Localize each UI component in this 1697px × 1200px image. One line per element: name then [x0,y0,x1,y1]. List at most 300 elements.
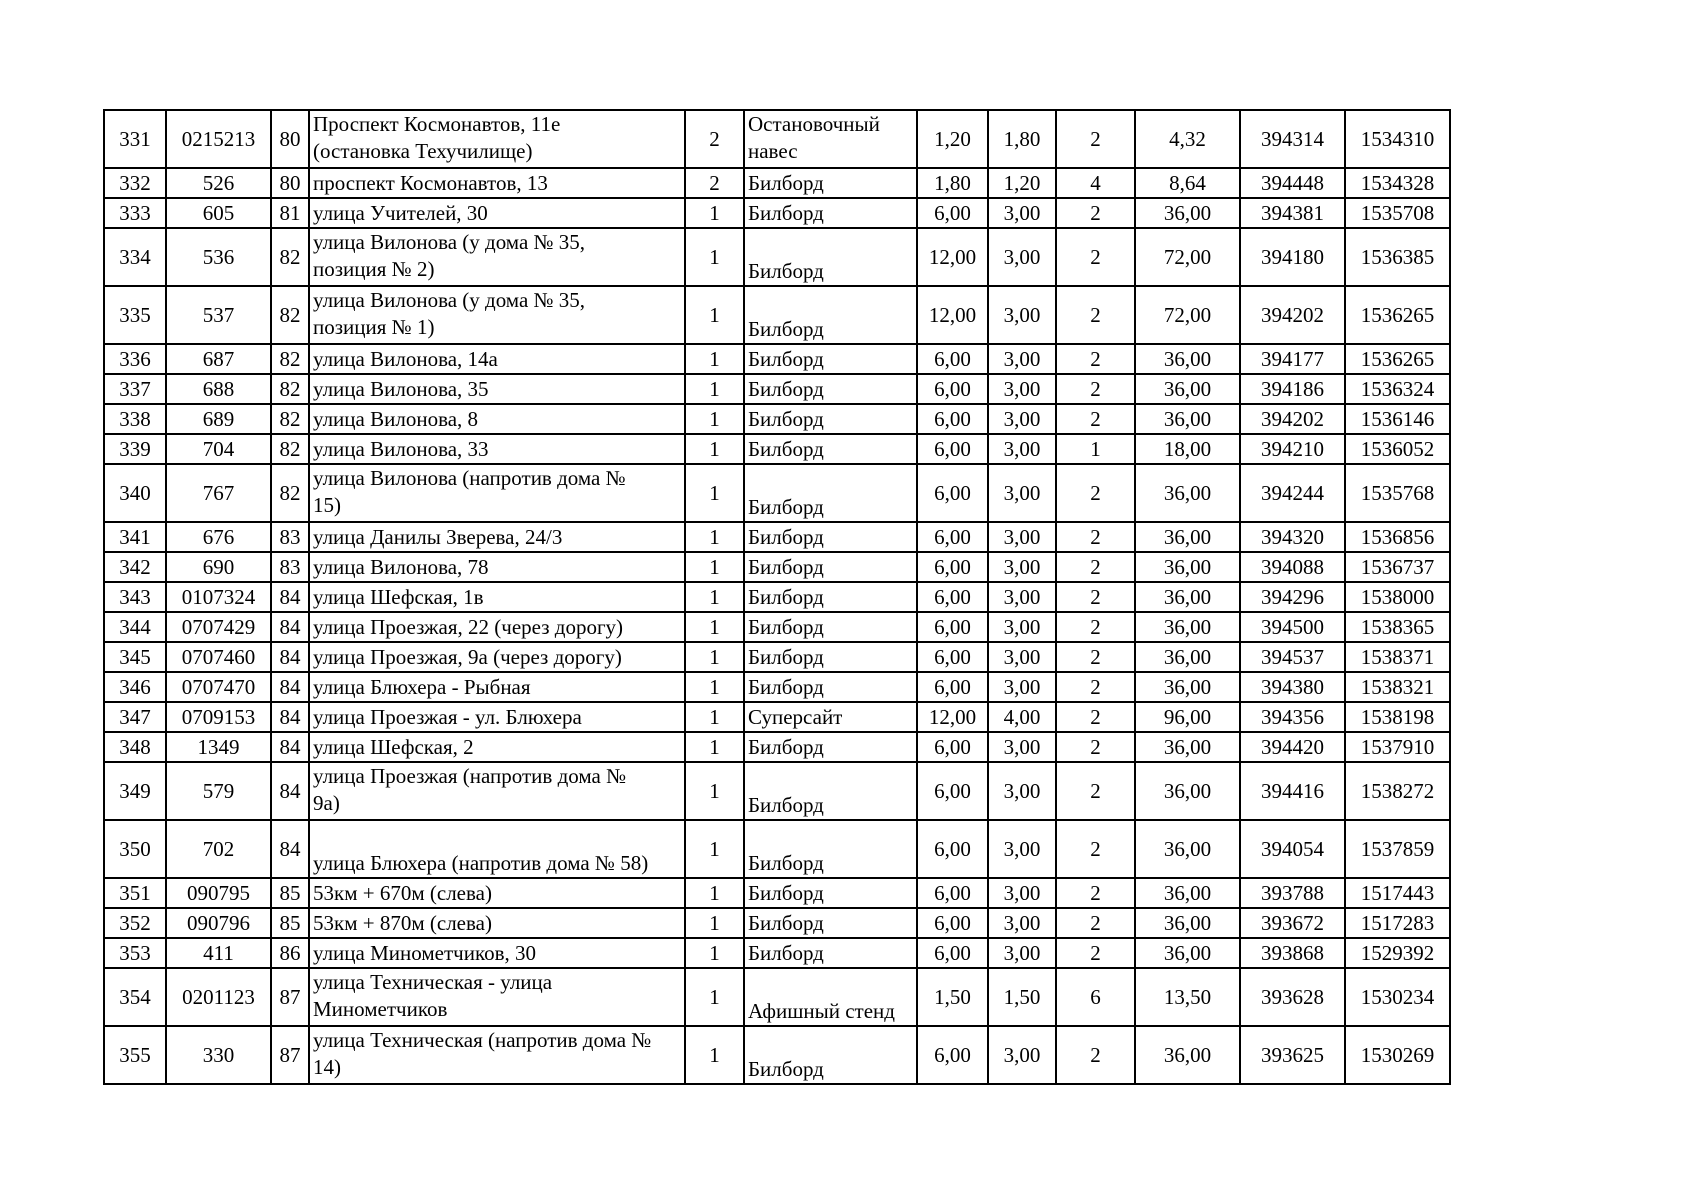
count-cell: 1 [685,878,744,908]
address-cell-line: Проспект Космонавтов, 11е [313,112,561,136]
table-row [104,908,1450,938]
code-cell: 605 [166,198,271,228]
zone-cell: 83 [271,522,309,552]
area-cell: 36,00 [1135,374,1240,404]
row-number-cell: 332 [104,168,166,198]
count-cell: 1 [685,374,744,404]
table-row [104,612,1450,642]
width-cell: 6,00 [917,344,988,374]
coord-x-cell: 393868 [1240,938,1345,968]
count-cell: 2 [685,110,744,168]
height-cell: 3,00 [988,820,1056,878]
row-number-cell: 342 [104,552,166,582]
width-cell: 12,00 [917,286,988,344]
table-row [104,582,1450,612]
height-cell: 3,00 [988,464,1056,522]
area-cell: 8,64 [1135,168,1240,198]
table-row [104,968,1450,1026]
table-row [104,404,1450,434]
area-cell: 36,00 [1135,762,1240,820]
row-number-cell: 354 [104,968,166,1026]
type-cell [744,228,917,286]
address-cell-line: 9а) [313,791,340,815]
type-cell [744,286,917,344]
type-cell [744,1026,917,1084]
height-cell: 1,80 [988,110,1056,168]
coord-x-cell: 393672 [1240,908,1345,938]
row-number-cell: 339 [104,434,166,464]
code-cell: 330 [166,1026,271,1084]
coord-y-cell: 1536265 [1345,344,1450,374]
address-cell-line: Минометчиков [313,997,448,1021]
address-cell [309,110,685,168]
coord-x-cell: 394054 [1240,820,1345,878]
type-cell-line: Билборд [748,910,824,935]
sides-cell: 1 [1056,434,1135,464]
area-cell: 13,50 [1135,968,1240,1026]
address-cell [309,878,685,908]
sides-cell: 2 [1056,374,1135,404]
zone-cell: 87 [271,1026,309,1084]
area-cell: 36,00 [1135,642,1240,672]
row-number-cell: 346 [104,672,166,702]
row-number-cell: 345 [104,642,166,672]
address-cell-line: улица Учителей, 30 [313,200,488,225]
area-cell: 36,00 [1135,344,1240,374]
height-cell: 3,00 [988,228,1056,286]
coord-x-cell: 394296 [1240,582,1345,612]
type-cell [744,582,917,612]
sides-cell: 2 [1056,552,1135,582]
sides-cell: 2 [1056,228,1135,286]
table-row [104,552,1450,582]
sides-cell: 2 [1056,642,1135,672]
row-number-cell: 335 [104,286,166,344]
type-cell-line: навес [748,139,798,163]
count-cell: 1 [685,198,744,228]
width-cell: 1,80 [917,168,988,198]
height-cell: 3,00 [988,1026,1056,1084]
zone-cell: 82 [271,404,309,434]
coord-x-cell: 394356 [1240,702,1345,732]
coord-y-cell: 1536856 [1345,522,1450,552]
count-cell: 1 [685,908,744,938]
zone-cell: 83 [271,552,309,582]
coord-y-cell: 1538321 [1345,672,1450,702]
coord-x-cell: 394177 [1240,344,1345,374]
count-cell: 1 [685,464,744,522]
address-cell-line: улица Вилонова (у дома № 35, [313,288,586,312]
code-cell: 0707429 [166,612,271,642]
zone-cell: 86 [271,938,309,968]
address-cell-line: 14) [313,1055,341,1079]
type-cell [744,702,917,732]
address-cell-line: (остановка Техучилище) [313,139,533,163]
table-row [104,732,1450,762]
row-number-cell: 337 [104,374,166,404]
sides-cell: 2 [1056,404,1135,434]
zone-cell: 84 [271,732,309,762]
coord-x-cell: 394210 [1240,434,1345,464]
area-cell: 4,32 [1135,110,1240,168]
coord-x-cell: 394380 [1240,672,1345,702]
height-cell: 3,00 [988,522,1056,552]
table-row [104,672,1450,702]
address-cell [309,286,685,344]
table-row [104,374,1450,404]
type-cell-line: Билборд [748,346,824,371]
type-cell [744,434,917,464]
code-cell: 090795 [166,878,271,908]
address-cell-line: улица Проезжая - ул. Блюхера [313,704,582,729]
address-cell [309,762,685,820]
width-cell: 6,00 [917,612,988,642]
sides-cell: 2 [1056,110,1135,168]
row-number-cell: 336 [104,344,166,374]
width-cell: 6,00 [917,198,988,228]
sides-cell: 4 [1056,168,1135,198]
type-cell [744,642,917,672]
sides-cell: 2 [1056,286,1135,344]
height-cell: 3,00 [988,672,1056,702]
address-cell [309,820,685,878]
type-cell [744,612,917,642]
code-cell: 0707460 [166,642,271,672]
address-cell [309,464,685,522]
coord-y-cell: 1536052 [1345,434,1450,464]
address-cell-line: улица Вилонова (напротив дома № [313,466,626,490]
table-row [104,522,1450,552]
table-row [104,1026,1450,1084]
height-cell: 3,00 [988,908,1056,938]
area-cell: 36,00 [1135,732,1240,762]
area-cell: 36,00 [1135,672,1240,702]
type-cell [744,404,917,434]
address-cell [309,1026,685,1084]
zone-cell: 82 [271,228,309,286]
address-cell-line: проспект Космонавтов, 13 [313,170,548,195]
area-cell: 18,00 [1135,434,1240,464]
address-cell [309,434,685,464]
row-number-cell: 333 [104,198,166,228]
row-number-cell: 338 [104,404,166,434]
address-cell [309,374,685,404]
table-row [104,820,1450,878]
type-cell [744,168,917,198]
address-cell [309,672,685,702]
type-cell-line: Билборд [748,734,824,759]
area-cell: 36,00 [1135,908,1240,938]
code-cell: 767 [166,464,271,522]
height-cell: 3,00 [988,732,1056,762]
coord-y-cell: 1537859 [1345,820,1450,878]
height-cell: 3,00 [988,198,1056,228]
address-cell [309,968,685,1026]
table-row [104,878,1450,908]
code-cell: 0107324 [166,582,271,612]
sides-cell: 2 [1056,464,1135,522]
type-cell [744,938,917,968]
count-cell: 1 [685,286,744,344]
zone-cell: 84 [271,612,309,642]
code-cell: 0201123 [166,968,271,1026]
address-cell-line: улица Техническая (напротив дома № [313,1028,652,1052]
coord-y-cell: 1536146 [1345,404,1450,434]
width-cell: 6,00 [917,908,988,938]
count-cell: 1 [685,404,744,434]
type-cell [744,762,917,820]
code-cell: 687 [166,344,271,374]
address-cell [309,404,685,434]
height-cell: 3,00 [988,938,1056,968]
type-cell-line: Билборд [748,793,824,817]
height-cell: 3,00 [988,344,1056,374]
row-number-cell: 341 [104,522,166,552]
coord-x-cell: 394202 [1240,286,1345,344]
height-cell: 3,00 [988,878,1056,908]
zone-cell: 80 [271,168,309,198]
type-cell-line: Билборд [748,554,824,579]
type-cell-line: Билборд [748,317,824,341]
area-cell: 36,00 [1135,552,1240,582]
coord-y-cell: 1517283 [1345,908,1450,938]
address-cell [309,168,685,198]
count-cell: 1 [685,552,744,582]
coord-y-cell: 1517443 [1345,878,1450,908]
address-cell [309,522,685,552]
width-cell: 6,00 [917,552,988,582]
coord-y-cell: 1536265 [1345,286,1450,344]
address-cell-line: 15) [313,493,341,517]
coord-y-cell: 1534310 [1345,110,1450,168]
address-cell-line: 53км + 670м (слева) [313,880,492,905]
sides-cell: 2 [1056,344,1135,374]
zone-cell: 84 [271,762,309,820]
area-cell: 36,00 [1135,404,1240,434]
zone-cell: 84 [271,672,309,702]
code-cell: 0709153 [166,702,271,732]
sides-cell: 2 [1056,938,1135,968]
zone-cell: 85 [271,908,309,938]
code-cell: 1349 [166,732,271,762]
row-number-cell: 343 [104,582,166,612]
type-cell [744,110,917,168]
code-cell: 536 [166,228,271,286]
code-cell: 688 [166,374,271,404]
area-cell: 36,00 [1135,198,1240,228]
width-cell: 6,00 [917,582,988,612]
coord-y-cell: 1536737 [1345,552,1450,582]
coord-x-cell: 394314 [1240,110,1345,168]
type-cell [744,732,917,762]
type-cell-line: Билборд [748,880,824,905]
sides-cell: 2 [1056,672,1135,702]
zone-cell: 84 [271,820,309,878]
data-table [103,109,1451,1085]
row-number-cell: 331 [104,110,166,168]
count-cell: 1 [685,582,744,612]
height-cell: 4,00 [988,702,1056,732]
address-cell [309,552,685,582]
address-cell-line: улица Шефская, 2 [313,734,474,759]
height-cell: 3,00 [988,404,1056,434]
address-cell-line: улица Вилонова, 78 [313,554,489,579]
sides-cell: 2 [1056,612,1135,642]
row-number-cell: 351 [104,878,166,908]
address-cell [309,344,685,374]
table-row [104,286,1450,344]
code-cell: 526 [166,168,271,198]
coord-y-cell: 1536324 [1345,374,1450,404]
address-cell-line: улица Вилонова, 8 [313,406,479,431]
type-cell [744,878,917,908]
type-cell-line: Билборд [748,851,824,875]
height-cell: 3,00 [988,434,1056,464]
table-row [104,198,1450,228]
width-cell: 6,00 [917,672,988,702]
address-cell [309,612,685,642]
type-cell [744,820,917,878]
coord-y-cell: 1530234 [1345,968,1450,1026]
coord-x-cell: 394500 [1240,612,1345,642]
row-number-cell: 347 [104,702,166,732]
area-cell: 36,00 [1135,522,1240,552]
area-cell: 36,00 [1135,820,1240,878]
type-cell-line: Билборд [748,674,824,699]
coord-y-cell: 1538272 [1345,762,1450,820]
width-cell: 6,00 [917,820,988,878]
coord-y-cell: 1534328 [1345,168,1450,198]
zone-cell: 87 [271,968,309,1026]
code-cell: 0215213 [166,110,271,168]
address-cell [309,582,685,612]
address-cell-line: улица Вилонова, 35 [313,376,489,401]
row-number-cell: 348 [104,732,166,762]
count-cell: 1 [685,762,744,820]
count-cell: 1 [685,522,744,552]
zone-cell: 82 [271,344,309,374]
count-cell: 2 [685,168,744,198]
area-cell: 36,00 [1135,938,1240,968]
height-cell: 3,00 [988,374,1056,404]
count-cell: 1 [685,732,744,762]
height-cell: 1,50 [988,968,1056,1026]
type-cell-line: Билборд [748,644,824,669]
width-cell: 6,00 [917,1026,988,1084]
count-cell: 1 [685,938,744,968]
type-cell-line: Билборд [748,495,824,519]
sides-cell: 2 [1056,762,1135,820]
type-cell [744,908,917,938]
coord-y-cell: 1538371 [1345,642,1450,672]
count-cell: 1 [685,344,744,374]
type-cell [744,672,917,702]
coord-y-cell: 1536385 [1345,228,1450,286]
count-cell: 1 [685,820,744,878]
width-cell: 6,00 [917,878,988,908]
width-cell: 6,00 [917,938,988,968]
width-cell: 6,00 [917,732,988,762]
table-row [104,702,1450,732]
coord-y-cell: 1537910 [1345,732,1450,762]
address-cell-line: улица Проезжая, 9а (через дорогу) [313,644,622,669]
type-cell-line: Остановочный [748,112,880,136]
type-cell-line: Билборд [748,406,824,431]
width-cell: 6,00 [917,522,988,552]
address-cell-line: 53км + 870м (слева) [313,910,492,935]
address-cell-line: улица Шефская, 1в [313,584,484,609]
coord-y-cell: 1529392 [1345,938,1450,968]
address-cell-line: позиция № 1) [313,315,435,339]
type-cell-line: Билборд [748,1057,824,1081]
type-cell [744,464,917,522]
area-cell: 96,00 [1135,702,1240,732]
row-number-cell: 334 [104,228,166,286]
zone-cell: 80 [271,110,309,168]
coord-y-cell: 1535768 [1345,464,1450,522]
address-cell-line: улица Вилонова, 33 [313,436,489,461]
type-cell [744,968,917,1026]
code-cell: 537 [166,286,271,344]
coord-y-cell: 1538198 [1345,702,1450,732]
address-cell-line: улица Проезжая (напротив дома № [313,764,627,788]
sides-cell: 2 [1056,702,1135,732]
type-cell [744,374,917,404]
coord-y-cell: 1538365 [1345,612,1450,642]
zone-cell: 81 [271,198,309,228]
coord-x-cell: 393628 [1240,968,1345,1026]
height-cell: 3,00 [988,582,1056,612]
code-cell: 702 [166,820,271,878]
type-cell [744,344,917,374]
count-cell: 1 [685,612,744,642]
area-cell: 36,00 [1135,582,1240,612]
coord-x-cell: 393788 [1240,878,1345,908]
coord-x-cell: 394537 [1240,642,1345,672]
type-cell-line: Билборд [748,614,824,639]
address-cell [309,938,685,968]
type-cell-line: Билборд [748,259,824,283]
area-cell: 36,00 [1135,612,1240,642]
zone-cell: 82 [271,434,309,464]
coord-x-cell: 394186 [1240,374,1345,404]
type-cell-line: Билборд [748,436,824,461]
sides-cell: 6 [1056,968,1135,1026]
zone-cell: 82 [271,464,309,522]
coord-x-cell: 394180 [1240,228,1345,286]
count-cell: 1 [685,702,744,732]
width-cell: 1,20 [917,110,988,168]
height-cell: 3,00 [988,762,1056,820]
sides-cell: 2 [1056,582,1135,612]
address-cell-line: позиция № 2) [313,257,435,281]
height-cell: 3,00 [988,642,1056,672]
count-cell: 1 [685,968,744,1026]
code-cell: 411 [166,938,271,968]
sides-cell: 2 [1056,820,1135,878]
sides-cell: 2 [1056,732,1135,762]
row-number-cell: 349 [104,762,166,820]
code-cell: 0707470 [166,672,271,702]
sides-cell: 2 [1056,198,1135,228]
table-row [104,168,1450,198]
area-cell: 72,00 [1135,228,1240,286]
width-cell: 6,00 [917,642,988,672]
code-cell: 676 [166,522,271,552]
type-cell-line: Билборд [748,584,824,609]
zone-cell: 82 [271,374,309,404]
table-row [104,344,1450,374]
